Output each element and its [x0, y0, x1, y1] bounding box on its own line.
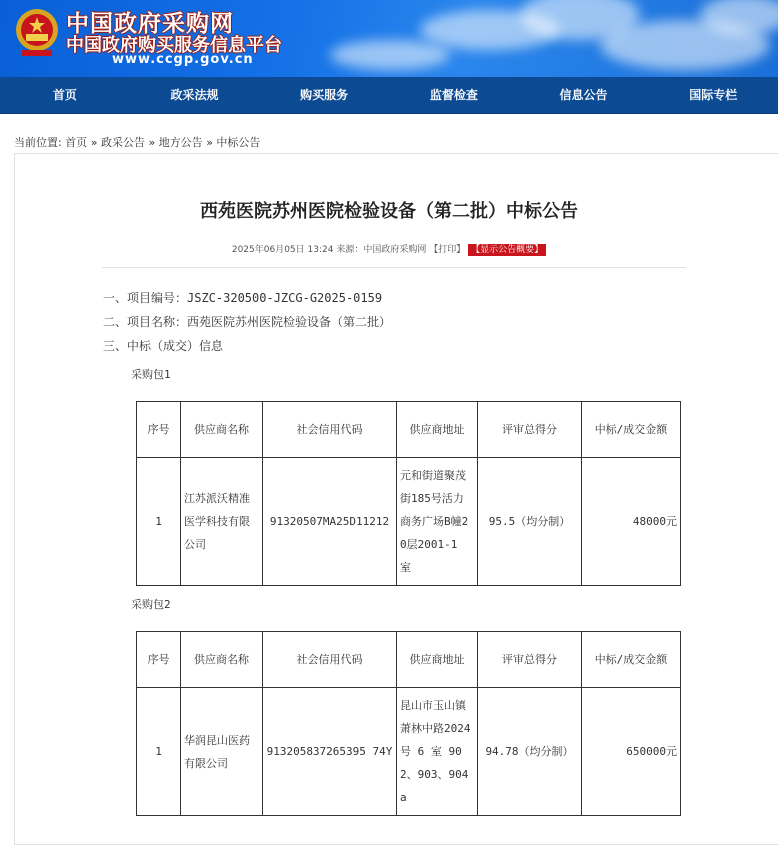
divider [102, 267, 686, 268]
table-row [137, 688, 681, 816]
site-title: 中国政府采购网 [66, 11, 234, 37]
page-title: 西苑医院苏州医院检验设备（第二批）中标公告 [200, 201, 578, 222]
breadcrumb-award-link[interactable]: 中标公告 [216, 136, 261, 149]
review-score: 95.5（均分制） [478, 458, 582, 586]
review-score: 94.78（均分制） [478, 688, 582, 816]
credit-code: 913205837265395 74Y [263, 688, 397, 816]
nav-item-international[interactable]: 国际专栏 [689, 88, 738, 102]
supplier-address: 昆山市玉山镇萧林中路2024 号 6 室 902、903、904a [397, 688, 478, 816]
publish-date: 2025年06月05日 13:24 [231, 245, 334, 255]
source-name: 中国政府采购网 [363, 245, 427, 255]
breadcrumb-gov-procurement-link[interactable]: 政采公告 [100, 136, 145, 149]
site-url: www.ccgp.gov.cn [112, 52, 254, 67]
row-index: 1 [137, 458, 181, 586]
breadcrumb-home-link[interactable]: 首页 [65, 136, 88, 149]
award-amount: 650000元 [582, 688, 681, 816]
package-2-label: 采购包2 [131, 598, 171, 611]
header-cell: 供应商地址 [397, 632, 478, 688]
table-row [137, 458, 681, 586]
site-header [0, 0, 778, 77]
breadcrumb-prefix: 当前位置: [14, 136, 62, 149]
package-1-table [136, 401, 681, 586]
breadcrumb-separator: » [148, 136, 156, 149]
package-1-label: 采购包1 [131, 368, 171, 381]
print-link[interactable]: 【打印】 [429, 245, 466, 255]
supplier-address: 元和街道聚茂街185号活力商务广场B幢20层2001-1 室 [397, 458, 478, 586]
header-cell: 中标/成交金额 [582, 632, 681, 688]
header-cell: 社会信用代码 [263, 632, 397, 688]
credit-code: 91320507MA25D11212 [263, 458, 397, 586]
supplier-name: 江苏派沃精准医学科技有限公司 [181, 458, 263, 586]
header-cell: 评审总得分 [478, 402, 582, 458]
header-cell: 供应商地址 [397, 402, 478, 458]
summary-toggle-button[interactable]: 【显示公告概要】 [468, 244, 546, 256]
breadcrumb-separator: » [90, 136, 98, 149]
header-cell: 供应商名称 [181, 632, 263, 688]
breadcrumb-separator: » [206, 136, 213, 149]
header-cell: 社会信用代码 [263, 402, 397, 458]
breadcrumb [14, 134, 260, 150]
row-index: 1 [137, 688, 181, 816]
header-cell: 序号 [137, 402, 181, 458]
nav-item-supervision[interactable]: 监督检查 [429, 88, 478, 102]
source-label: 来源： [336, 245, 364, 255]
package-2-table [136, 631, 681, 816]
table-header-row [137, 632, 681, 688]
winner-info-heading: 三、中标（成交）信息 [103, 339, 224, 353]
award-amount: 48000元 [582, 458, 681, 586]
header-cell: 序号 [137, 632, 181, 688]
nav-item-home[interactable]: 首页 [52, 88, 77, 102]
site-subtitle: 中国政府购买服务信息平台 [66, 35, 282, 56]
header-cell: 供应商名称 [181, 402, 263, 458]
nav-item-regulations[interactable]: 政采法规 [170, 88, 219, 102]
national-emblem-icon [14, 8, 60, 58]
supplier-name: 华润昆山医药有限公司 [181, 688, 263, 816]
table-header-row [137, 402, 681, 458]
project-name: 二、项目名称：西苑医院苏州医院检验设备（第二批） [103, 315, 392, 329]
nav-item-announcements[interactable]: 信息公告 [559, 88, 608, 102]
header-cell: 评审总得分 [478, 632, 582, 688]
project-number: 一、项目编号：JSZC-320500-JZCG-G2025-0159 [103, 291, 383, 305]
main-nav [0, 77, 778, 114]
nav-item-purchase-services[interactable]: 购买服务 [300, 88, 349, 102]
breadcrumb-local-link[interactable]: 地方公告 [158, 136, 203, 149]
article-meta [0, 242, 778, 255]
header-cell: 中标/成交金额 [582, 402, 681, 458]
